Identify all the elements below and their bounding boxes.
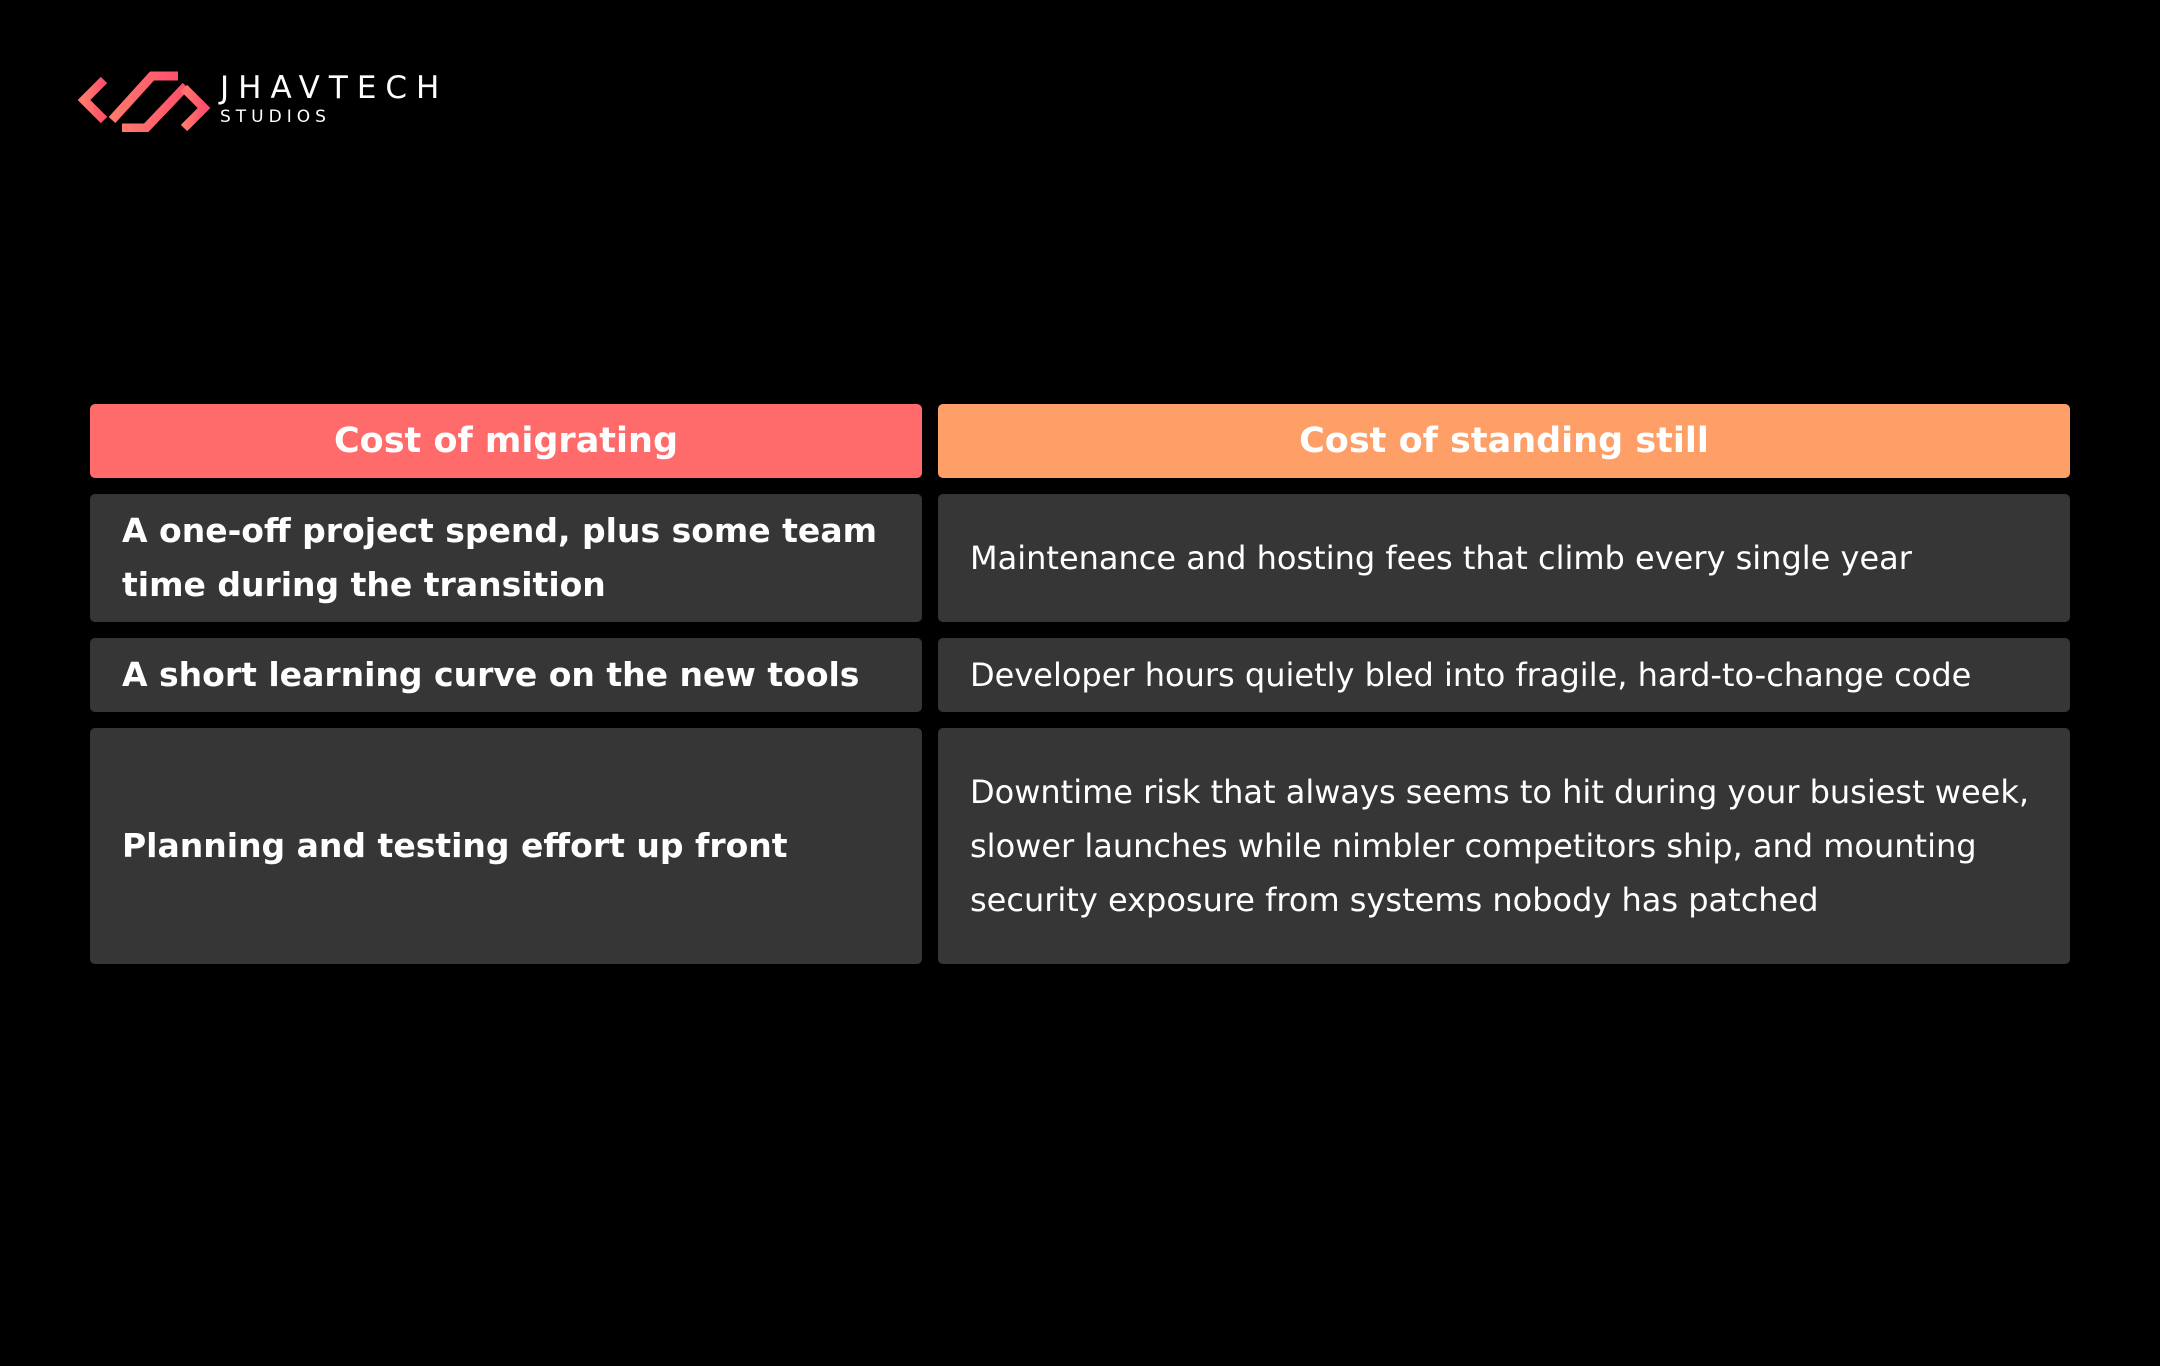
standing-still-cell: Downtime risk that always seems to hit during your busiest week, slower launches while nimbler competitors ship, and mounting security exposure from systems nobody has patched (938, 728, 2070, 964)
brand-name: JHAVTECH (220, 69, 449, 106)
migrating-cell: Planning and testing effort up front (90, 728, 922, 964)
standing-still-cell: Developer hours quietly bled into fragile, hard-to-change code (938, 638, 2070, 712)
code-brackets-logo-icon (78, 66, 210, 132)
comparison-table (90, 404, 2070, 964)
header-cost-of-standing-still: Cost of standing still (938, 404, 2070, 478)
migrating-cell: A short learning curve on the new tools (90, 638, 922, 712)
brand-subtitle: STUDIOS (220, 106, 331, 127)
migrating-cell: A one-off project spend, plus some team time during the transition (90, 494, 922, 622)
brand-logo (78, 66, 448, 132)
standing-still-cell: Maintenance and hosting fees that climb every single year (938, 494, 2070, 622)
header-cost-of-migrating: Cost of migrating (90, 404, 922, 478)
